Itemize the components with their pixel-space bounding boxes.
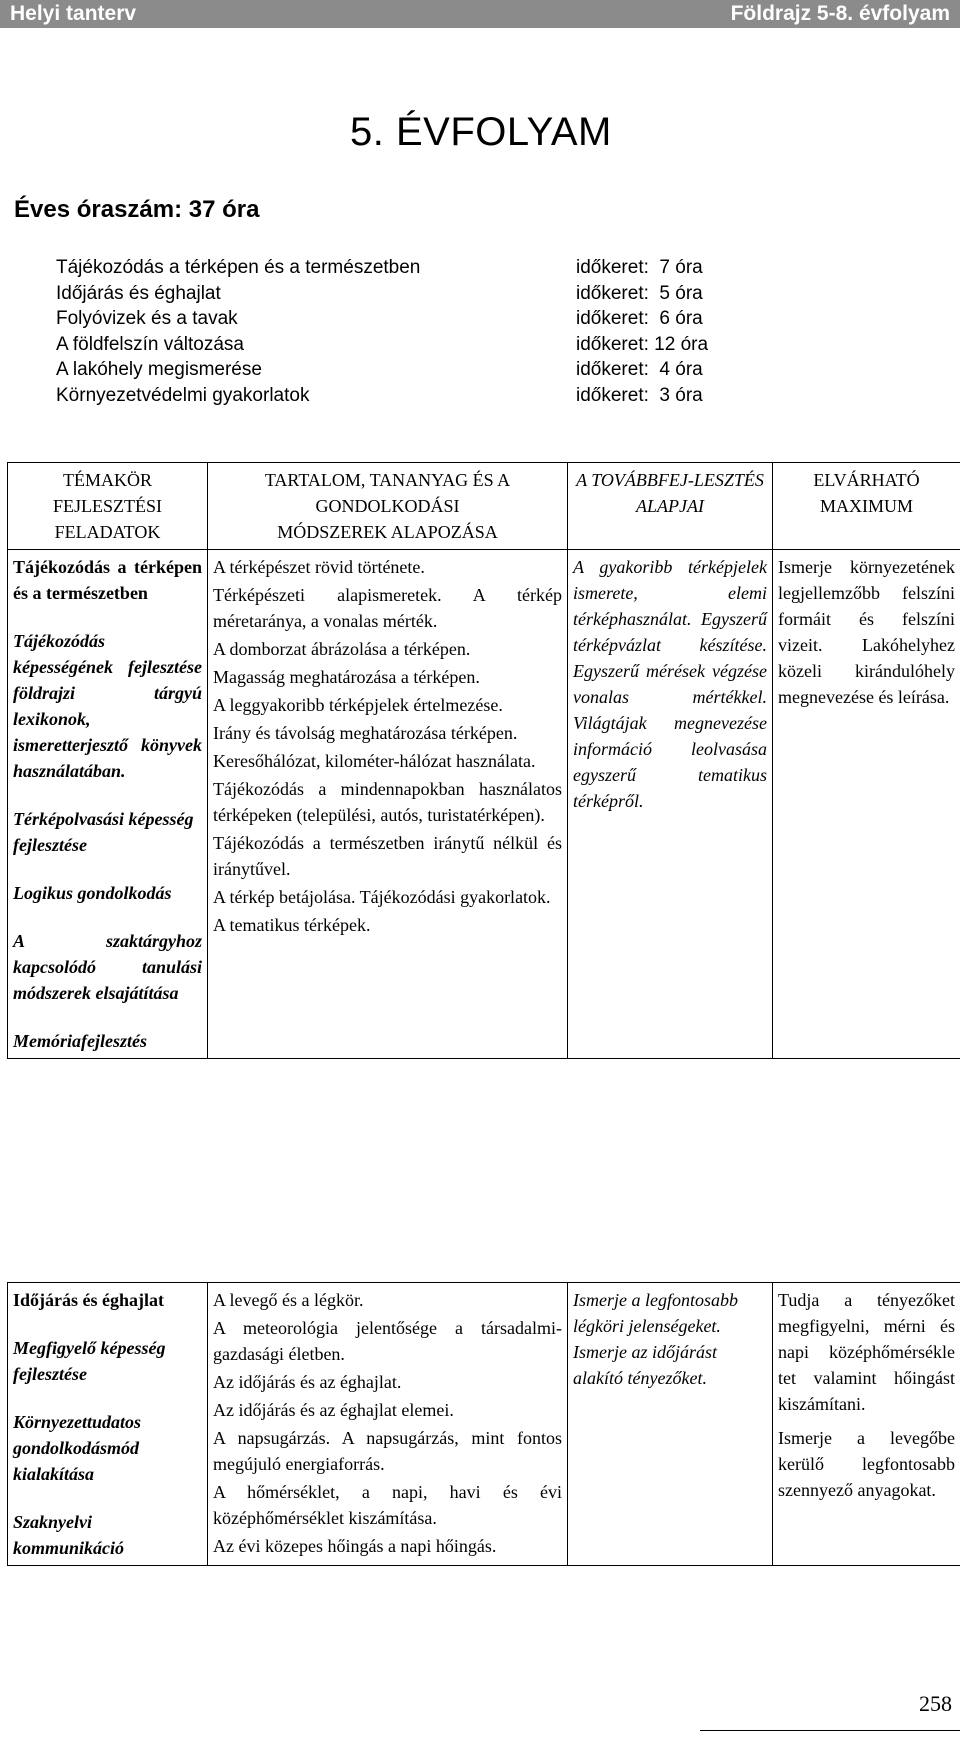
topic-row [56,383,756,409]
topic-title: Tájékozódás a térképen és a természetben [13,557,202,603]
content-item: A meteorológia jelentősége a társadalmi-gazdasági életben. [213,1318,562,1364]
content-item: Irány és távolság meghatározása térképen. [213,723,518,743]
header-basis-line1: A TOVÁBBFEJ-LESZTÉS [576,470,764,490]
topic-list [56,255,756,408]
header-content [208,463,568,550]
header-topic-line1: TÉMAKÖR [63,470,152,490]
topic-row [56,306,756,332]
content-item: A térképészet rövid története. [213,557,425,577]
topic-row [56,357,756,383]
topic-cell [8,550,208,1059]
content-item: A levegő és a légkör. [213,1290,364,1310]
table-row [8,550,960,1059]
header-content-line1: TARTALOM, TANANYAG ÉS A GONDOLKODÁSI [264,470,511,516]
dev-task: A szaktárgyhoz kapcsolódó tanulási módszerek elsajátítása [13,931,202,1003]
topic-name: Környezetvédelmi gyakorlatok [56,384,310,406]
content-item: A térkép betájolása. Tájékozódási gyakorlatok. [213,887,551,907]
content-item: Magasság meghatározása a térképen. [213,667,480,687]
page-header [0,0,960,28]
topic-title: Időjárás és éghajlat [13,1290,164,1310]
topic-time: időkeret: 5 óra [576,282,703,304]
header-topic-line2: FEJLESZTÉSI FELADATOK [52,496,162,542]
content-item: A napsugárzás. A napsugárzás, mint fontos megújuló energiaforrás. [213,1428,562,1474]
page-title: 5. ÉVFOLYAM [350,110,612,154]
header-maximum-text: ELVÁRHATÓ MAXIMUM [813,470,920,516]
topic-name: A földfelszín változása [56,333,244,355]
basis-cell [568,1283,773,1566]
header-maximum [773,463,960,550]
maximum-cell [773,1283,960,1566]
header-topic [8,463,208,550]
dev-task: Memóriafejlesztés [13,1031,147,1051]
topic-time: időkeret: 7 óra [576,257,703,278]
maximum-cell [773,550,960,1059]
topic-time: időkeret: 3 óra [576,384,703,406]
table-header-row [8,463,960,550]
content-item: Az évi közepes hőingás a napi hőingás. [213,1536,497,1556]
content-item: A tematikus térképek. [213,915,371,935]
topic-name: Tájékozódás a térképen és a természetben [56,257,421,278]
maximum-text: Ismerje a levegőbe kerülő legfontosabb szennyező anyagokat. [778,1428,955,1500]
maximum-text: Ismerje környezetének legjellemzőbb felszíni formáit és felszíni vizeit. Lakóhelyhez közeli kirándulóhely megnevezése és leírása. [778,557,955,707]
topic-row [56,255,756,281]
table-row [8,1283,960,1566]
topic-name: Időjárás és éghajlat [56,282,221,304]
curriculum-table-2 [7,1282,960,1566]
topic-time: időkeret: 6 óra [576,308,703,329]
basis-text: A gyakoribb térképjelek ismerete, elemi térképhasználat. Egyszerű térképvázlat készítése. Egyszerű mérések végzése vonalas mértékkel. Világtájak megnevezése információ leolvasása egyszerű tematikus térképről. [573,557,767,811]
topic-name: Folyóvizek és a tavak [56,308,238,329]
dev-task: Tájékozódás képességének fejlesztése földrajzi tárgyú lexikonok, ismeretterjesztő könyvek használatában. [13,631,202,781]
topic-time: időkeret: 12 óra [576,333,709,355]
dev-task: Logikus gondolkodás [13,883,172,903]
content-item: Keresőhálózat, kilométer-hálózat használata. [213,751,536,771]
header-basis-line2: ALAPJAI [636,496,704,516]
dev-task: Térképolvasási képesség fejlesztése [13,809,194,855]
content-item: Az időjárás és az éghajlat. [213,1372,402,1392]
content-item: Tájékozódás a mindennapokban használatos térképeken (települési, autós, turistatérképen). [213,779,562,825]
dev-task: Megfigyelő képesség fejlesztése [13,1338,166,1384]
maximum-text: Tudja a tényezőket megfigyelni, mérni és napi középhőmérsékle tet valamint hőingást kiszámítani. [778,1290,955,1414]
content-item: Az időjárás és az éghajlat elemei. [213,1400,454,1420]
content-item: A hőmérséklet, a napi, havi és évi középhőmérséklet kiszámítása. [213,1482,562,1528]
content-item: Tájékozódás a természetben iránytű nélkül és iránytűvel. [213,833,562,879]
topic-row [56,332,756,358]
annual-hours: Éves óraszám: 37 óra [14,196,260,223]
dev-task: Szaknyelvi kommunikáció [13,1512,125,1558]
basis-cell [568,550,773,1059]
header-content-line2: MÓDSZEREK ALAPOZÁSA [277,522,498,542]
basis-text: Ismerje a legfontosabb légköri jelenségeket. Ismerje az időjárást alakító tényezőket. [573,1290,738,1388]
footer-rule [700,1730,960,1731]
topic-row [56,281,756,307]
curriculum-table-1 [7,462,960,1059]
header-left: Helyi tanterv [10,2,137,25]
topic-name: A lakóhely megismerése [56,359,262,380]
content-cell [208,550,568,1059]
content-item: Térképészeti alapismeretek. A térkép méretaránya, a vonalas mérték. [213,585,562,631]
page-number: 258 [919,1691,952,1716]
topic-cell [8,1283,208,1566]
topic-time: időkeret: 4 óra [576,359,703,380]
content-item: A domborzat ábrázolása a térképen. [213,639,471,659]
dev-task: Környezettudatos gondolkodásmód kialakítása [13,1412,142,1484]
content-cell [208,1283,568,1566]
content-item: A leggyakoribb térképjelek értelmezése. [213,695,503,715]
header-basis [568,463,773,550]
header-right: Földrajz 5-8. évfolyam [730,2,950,25]
